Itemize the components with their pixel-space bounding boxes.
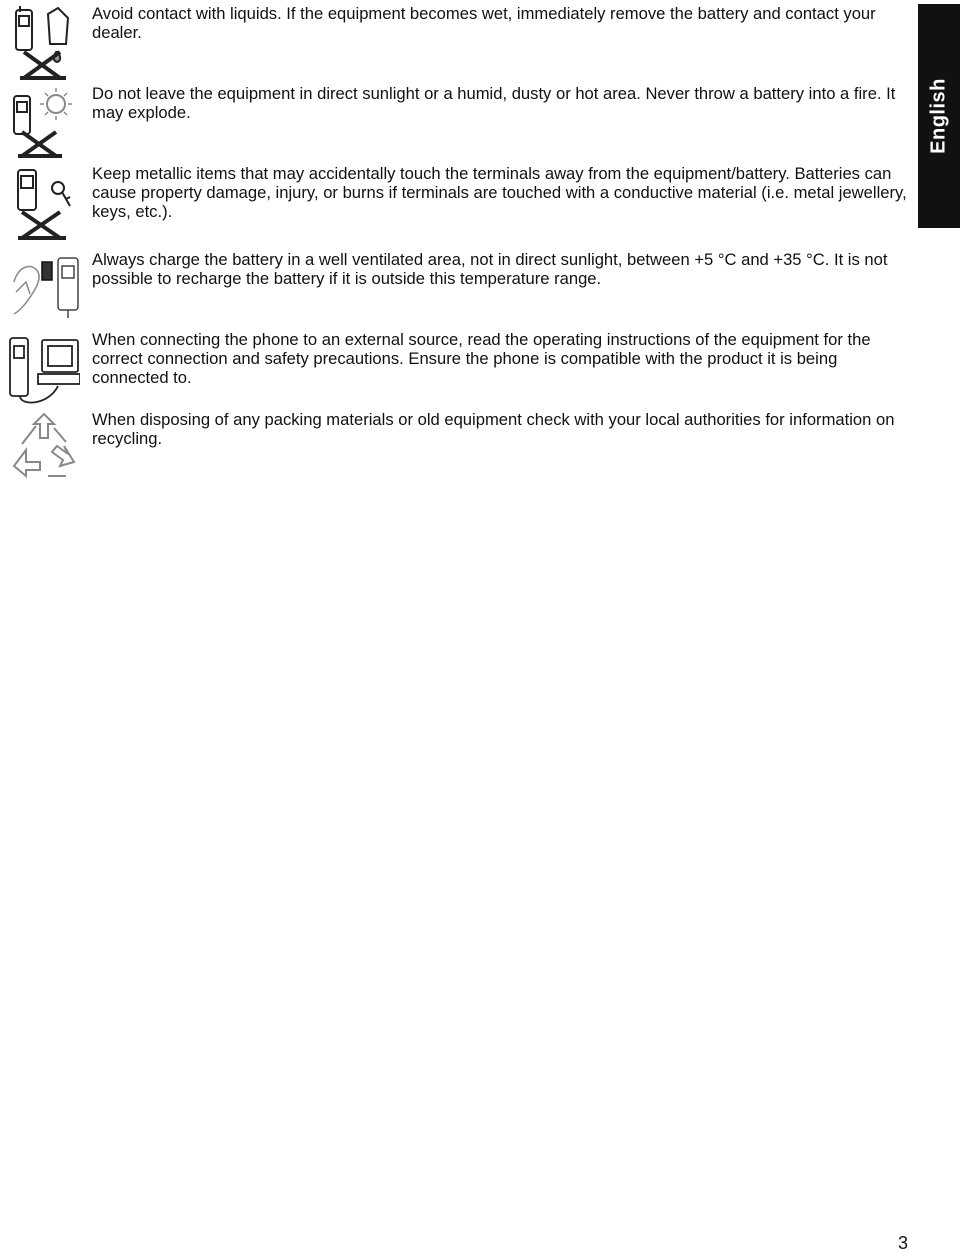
safety-text-charging: Always charge the battery in a well ventilated area, not in direct sunlight, between +5 °C and +35 °C. It is not possible to recharge the battery if it is outside this temperature range.: [92, 250, 888, 288]
safety-item-liquids: [0, 4, 905, 84]
safety-text-external: When connecting the phone to an external source, read the operating instructions of the equipment for the correct connection and safety precautions. Ensure the phone is compatible with the product it is being connected to.: [92, 330, 871, 387]
battery-charging-icon: [8, 252, 80, 322]
metallic-items-warning-icon: [8, 164, 80, 242]
external-connection-icon: [8, 330, 80, 410]
safety-item-metallic: [0, 164, 905, 244]
sunlight-heat-warning-icon: [8, 84, 80, 160]
safety-item-sunlight: [0, 84, 905, 162]
safety-item-recycling: [0, 410, 905, 490]
safety-item-charging: [0, 250, 905, 325]
safety-item-external: [0, 330, 905, 410]
language-tab-label: English: [927, 78, 950, 154]
recycling-icon: [8, 410, 80, 488]
safety-text-metallic: Keep metallic items that may accidentally touch the terminals away from the equipment/battery. Batteries can cause property damage, injury, or burns if terminals are touched with a conductive material (i.e. metal jewellery, keys, etc.).: [92, 164, 907, 221]
page-number: 3: [897, 1233, 908, 1253]
safety-text-recycling: When disposing of any packing materials or old equipment check with your local authorities for information on recycling.: [92, 410, 895, 448]
safety-text-sunlight: Do not leave the equipment in direct sunlight or a humid, dusty or hot area. Never throw a battery into a fire. It may explode.: [92, 84, 896, 122]
safety-text-liquids: Avoid contact with liquids. If the equipment becomes wet, immediately remove the battery and contact your dealer.: [92, 4, 876, 42]
language-tab: [918, 4, 960, 228]
liquid-warning-icon: [8, 4, 80, 82]
